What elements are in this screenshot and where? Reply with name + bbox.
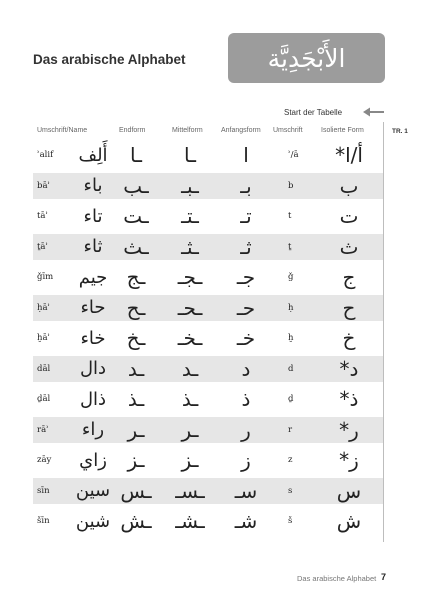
cell-name: zāy — [37, 455, 52, 465]
cell-start: تـ — [240, 204, 252, 228]
table-row — [33, 264, 383, 290]
cell-start: ز — [241, 448, 251, 472]
cell-mid: ـر — [181, 417, 199, 442]
header-umschrift: Umschrift — [273, 127, 303, 134]
cell-end: ـت — [123, 204, 149, 228]
cell-iso: خ — [342, 326, 356, 350]
table-row — [33, 508, 383, 534]
cell-iso: ج — [342, 265, 356, 289]
cell-name: ṯāʾ — [37, 241, 49, 252]
cell-translit: š — [288, 516, 293, 526]
cell-translit: ḫ — [288, 333, 294, 343]
cell-end: ـس — [120, 478, 152, 503]
cell-iso: ر* — [339, 417, 359, 442]
cell-translit: r — [288, 424, 293, 435]
cell-mid: ـا — [184, 143, 196, 167]
cell-start: ثـ — [240, 234, 252, 259]
cell-mid: ـتـ — [181, 204, 199, 228]
cell-name: ḏāl — [37, 394, 51, 404]
cell-end: ـج — [126, 265, 146, 289]
table-row — [33, 447, 383, 473]
table-row — [33, 417, 383, 443]
cell-word: شين — [75, 510, 111, 532]
cell-start: ر — [241, 417, 251, 442]
cell-start: خـ — [236, 326, 256, 350]
cell-name: ʾalif — [37, 150, 54, 160]
arabic-banner: الأَبْجَدِيَّة — [228, 33, 385, 83]
cell-word: زاي — [79, 449, 107, 471]
cell-end: ـد — [127, 356, 145, 381]
table-row — [33, 173, 383, 199]
cell-mid: ـحـ — [177, 295, 203, 320]
cell-mid: ـذ — [181, 387, 199, 411]
page-number: 7 — [381, 572, 387, 582]
header-mittelform: Mittelform — [172, 127, 203, 134]
cell-name: bāʾ — [37, 180, 51, 191]
cell-word: راء — [81, 419, 105, 440]
alphabet-table — [33, 122, 384, 542]
cell-word: دال — [79, 358, 107, 379]
cell-end: ـث — [123, 234, 149, 259]
cell-name: rāʾ — [37, 424, 49, 435]
table-header — [33, 122, 383, 140]
cell-iso: ب — [339, 173, 359, 198]
track-label: TR. 1 — [392, 128, 408, 135]
cell-translit: s — [288, 485, 293, 496]
cell-mid: ـجـ — [177, 265, 203, 289]
cell-iso: ز* — [339, 448, 359, 472]
cell-translit: d — [288, 363, 294, 374]
cell-end: ـب — [123, 173, 149, 198]
cell-start: حـ — [236, 295, 256, 320]
cell-end: ـخ — [126, 326, 146, 350]
header-umschrift-name: Umschrift/Name — [37, 127, 88, 134]
table-row — [33, 142, 383, 168]
cell-name: dāl — [37, 363, 51, 374]
table-row — [33, 234, 383, 260]
page-title: Das arabische Alphabet — [33, 52, 186, 67]
table-row — [33, 325, 383, 351]
cell-mid: ـبـ — [181, 173, 199, 198]
cell-translit: ʾ/ā — [288, 150, 299, 160]
cell-iso: أ/ا* — [335, 143, 363, 167]
cell-translit: ṯ — [288, 241, 292, 252]
cell-start: بـ — [240, 173, 252, 198]
header-anfangsform: Anfangsform — [221, 127, 261, 134]
table-row — [33, 386, 383, 412]
cell-word: حاء — [80, 297, 106, 318]
cell-word: ثاء — [83, 236, 103, 257]
cell-translit: ǧ — [288, 272, 294, 282]
cell-mid: ـد — [181, 356, 199, 381]
header-endform: Endform — [119, 127, 146, 134]
cell-word: أَلِف — [78, 144, 108, 166]
cell-end: ـش — [120, 509, 152, 533]
cell-name: ḫāʾ — [37, 333, 51, 343]
cell-start: ا — [243, 143, 249, 167]
table-row — [33, 478, 383, 504]
cell-start: ذ — [241, 387, 251, 411]
cell-end: ـا — [130, 143, 142, 167]
cell-start: د — [241, 356, 251, 381]
cell-word: ذال — [79, 388, 107, 410]
cell-translit: t — [288, 211, 292, 221]
cell-iso: د* — [339, 356, 359, 381]
cell-name: šīn — [37, 516, 50, 526]
cell-name: tāʾ — [37, 211, 49, 221]
start-label: Start der Tabelle — [284, 108, 343, 117]
header-isolierte-form: Isolierte Form — [321, 127, 364, 134]
cell-mid: ـشـ — [175, 509, 205, 533]
table-row — [33, 356, 383, 382]
cell-name: sīn — [37, 485, 50, 496]
cell-iso: ذ* — [339, 387, 359, 411]
table-row — [33, 203, 383, 229]
cell-translit: ḏ — [288, 394, 294, 404]
cell-end: ـر — [127, 417, 145, 442]
cell-word: جيم — [78, 266, 108, 288]
cell-word: سين — [75, 480, 111, 501]
cell-word: باء — [83, 175, 103, 196]
cell-iso: ح — [342, 295, 356, 320]
arrow-left-icon — [363, 106, 385, 118]
cell-end: ـح — [126, 295, 146, 320]
table-row — [33, 295, 383, 321]
cell-mid: ـثـ — [181, 234, 199, 259]
cell-translit: ḥ — [288, 302, 294, 313]
cell-name: ḥāʾ — [37, 302, 51, 313]
cell-end: ـذ — [127, 387, 145, 411]
cell-start: جـ — [236, 265, 256, 289]
cell-iso: ت — [339, 204, 359, 228]
cell-start: سـ — [234, 478, 258, 503]
cell-mid: ـسـ — [175, 478, 205, 503]
cell-iso: س — [336, 478, 362, 503]
cell-end: ـز — [127, 448, 145, 472]
cell-name: ǧīm — [37, 272, 54, 282]
cell-mid: ـخـ — [177, 326, 203, 350]
cell-word: تاء — [83, 205, 103, 227]
cell-word: خاء — [80, 327, 106, 349]
cell-mid: ـز — [181, 448, 199, 472]
cell-iso: ث — [339, 234, 359, 259]
cell-start: شـ — [234, 509, 258, 533]
cell-iso: ش — [336, 509, 362, 533]
footer-text: Das arabische Alphabet — [297, 574, 377, 583]
cell-translit: z — [288, 455, 293, 465]
cell-translit: b — [288, 180, 294, 191]
